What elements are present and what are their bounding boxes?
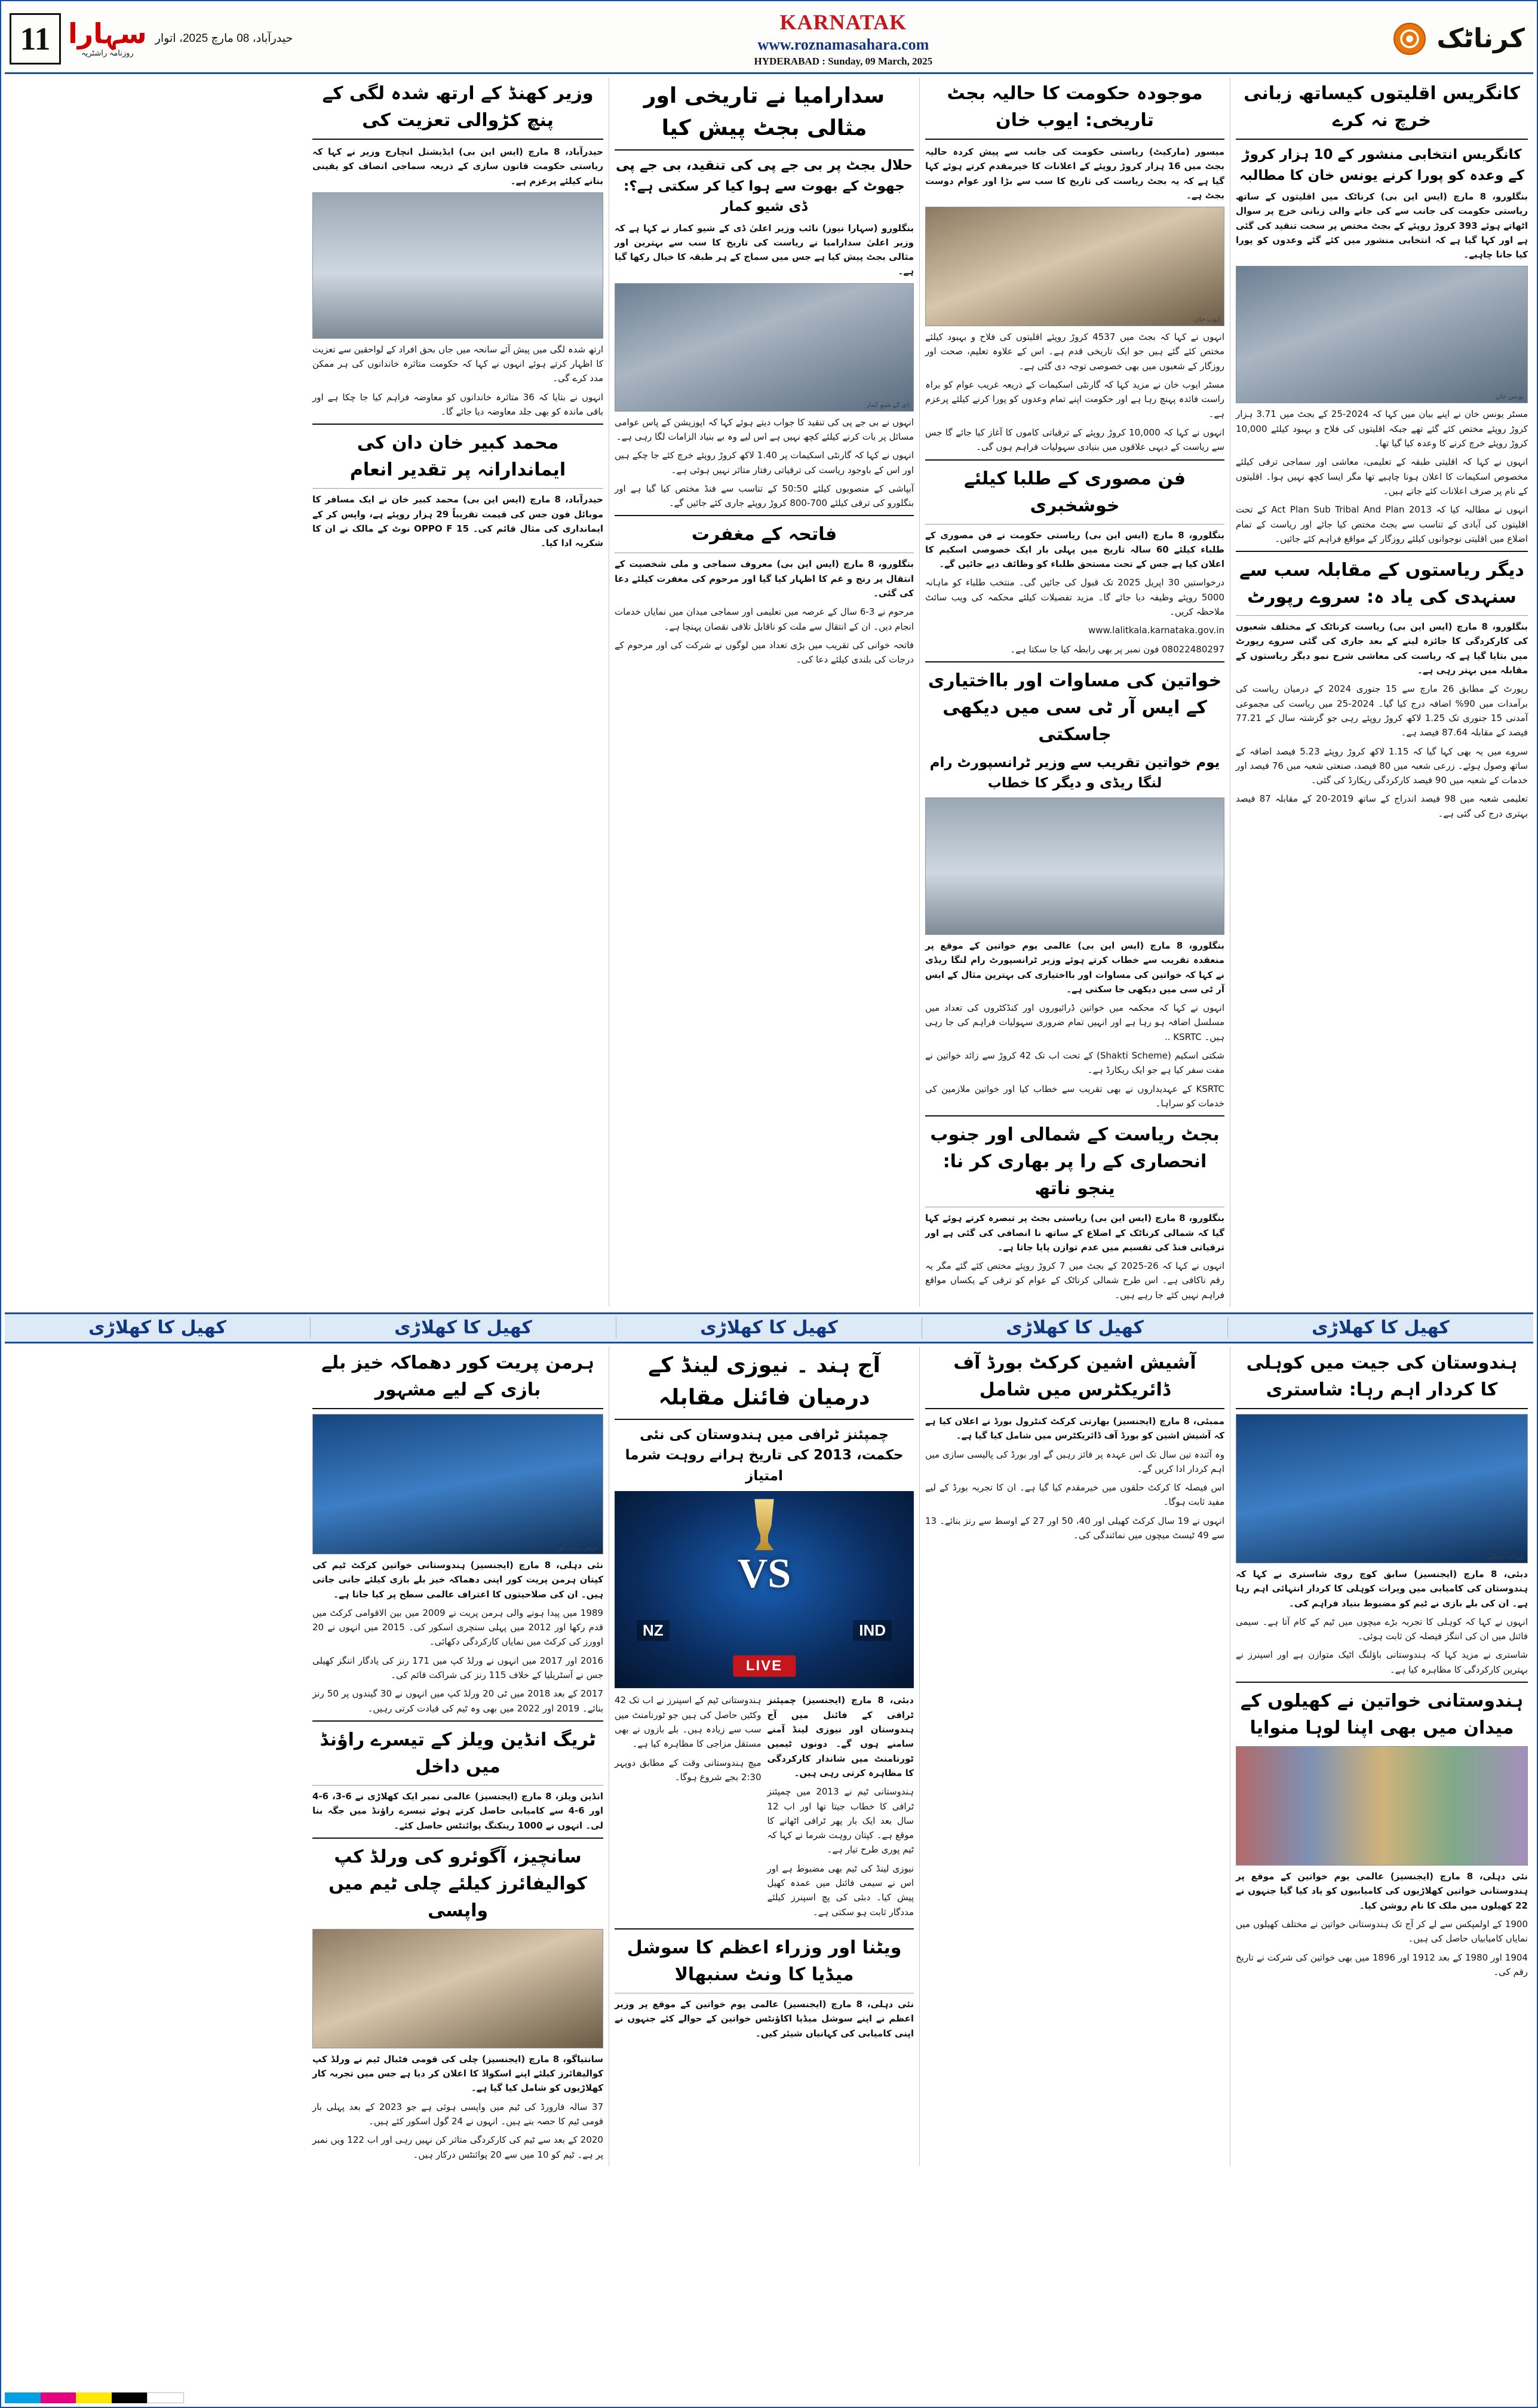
column-2 <box>919 78 1230 1306</box>
article-4-phone: 08022480297 فون نمبر پر بھی رابطہ کیا جا سکتا ہے۔ <box>1010 643 1224 655</box>
article-2-para-4: تعلیمی شعبہ میں 98 فیصد اندراج کے ساتھ 2019-20 کے مقابلہ 87 فیصد بہتری درج کی گئی ہے۔ <box>1236 793 1528 819</box>
sports-article-6-headline: ٹریگ انڈین ویلز کے تیسرے راؤنڈ میں داخل <box>320 1729 596 1777</box>
paper-logo-urdu: سہارا <box>68 17 147 50</box>
divider <box>312 1785 603 1786</box>
article-7-headline: سدارامیا نے تاریخی اور مثالی بجٹ پیش کیا <box>643 84 885 140</box>
sports-article-7-para-1: سانتیاگو، 8 مارچ (ایجنسیز) چلی کی قومی فٹبال ٹیم نے ورلڈ کپ کوالیفائرز کیلئے اپنے اسکواڈ کا اعلان کر دیا ہے جس میں تجربہ کار کھلاڑیوں کو شامل کیا گیا ہے۔ <box>312 2053 603 2094</box>
sports-article-7-para-3: 2020 کے بعد سے ٹیم کی کارکردگی متاثر کن نہیں رہی اور اب 122 ویں نمبر پر ہے۔ ٹیم کو 10 میں سے 20 پوائنٹس درکار ہیں۔ <box>312 2134 603 2160</box>
sports-article-3-para-3: اس فیصلہ کا کرکٹ حلقوں میں خیرمقدم کیا گیا ہے۔ ان کا تجربہ بورڈ کے لیے مفید ثابت ہوگا۔ <box>925 1482 1224 1508</box>
divider <box>312 488 603 489</box>
divider <box>1236 139 1528 140</box>
article-1-photo <box>1236 266 1528 403</box>
article-1-para-3: انہوں نے کہا کہ اقلیتی طبقہ کے تعلیمی، معاشی اور سماجی ترقی کیلئے مخصوص اسکیمات کا اعلان ہونا چاہیے تھا مگر ایسا کچھ نہیں ہوا۔ اقلیتوں کے نام پر صرف اعلانات کئے جاتے ہیں۔ <box>1236 456 1528 496</box>
paper-logo <box>68 17 147 58</box>
sports-article-4-headline: ویٹنا اور وزراء اعظم کا سوشل میڈیا کا ونٹ سنبھالا <box>627 1937 902 1985</box>
article-7-subhead: حلال بجٹ پر بی جے پی کی تنقید، بی جے پی جھوٹ کے بھوت سے ہوا کیا کر سکتی ہے؟: ڈی شیو کمار <box>616 158 913 214</box>
sports-article-3-para-2: وہ آئندہ تین سال تک اس عہدہ پر فائز رہیں گے اور بورڈ کی پالیسی سازی میں اہم کردار ادا کریں گے۔ <box>925 1449 1224 1474</box>
sports-article-1-para-2: انہوں نے کہا کہ کوہلی کا تجربہ بڑے میچوں میں ٹیم کے کام آتا ہے۔ سیمی فائنل میں ان کی اننگز فیصلہ کن ثابت ہوئی۔ <box>1236 1616 1528 1642</box>
article-2-para-1: بنگلورو، 8 مارچ (ایس این بی) ریاست کرناٹک کے مختلف شعبوں کی کارکردگی کا جائزہ لینے کے بعد جاری کی گئی سروے رپورٹ میں بتایا گیا ہے کہ ریاست کی معاشی شرح نمو دیگر ریاستوں کے مقابلہ میں بہتر رہی ہے۔ <box>1236 621 1528 676</box>
article-7-photo <box>615 283 914 412</box>
article-2-para-3: سروے میں یہ بھی کہا گیا کہ 1.15 لاکھ کروڑ روپئے 5.23 فیصد اضافہ کے ساتھ وصول ہوئے۔ زرعی شعبہ میں 80 فیصد، صنعتی شعبہ میں 76 فیصد اور خدمات کے شعبہ میں 90 فیصد کارکردگی ریکارڈ کی گئی۔ <box>1236 746 1528 786</box>
sports-article-6-para-1: انڈین ویلز، 8 مارچ (ایجنسیز) عالمی نمبر ایک کھلاڑی نے 6-3، 6-4 اور 6-4 سے کامیابی حاصل کرتے ہوئے تیسرے راؤنڈ میں جگہ بنا لی۔ انہوں نے 1000 رینکنگ پوائنٹس حاصل کئے۔ <box>312 1790 604 1831</box>
sports-article-4-para-1: نئی دہلی، 8 مارچ (ایجنسیز) عالمی یوم خواتین کے موقع پر وزیر اعظم نے اپنے سوشل میڈیا اکاؤنٹس خواتین کے حوالے کئے جنہوں نے اپنی کامیابی کی کہانیاں شیئر کیں۔ <box>615 1998 914 2039</box>
sports-article-3-headline: آشیش اشین کرکٹ بورڈ آف ڈائریکٹرس میں شامل <box>953 1352 1196 1400</box>
edition-dateline-urdu: حیدرآباد، 08 مارچ 2025، اتوار <box>155 32 293 45</box>
sports-article-2-para-1: نئی دہلی، 8 مارچ (ایجنسیز) عالمی یوم خواتین کے موقع پر ہندوستانی خواتین کھلاڑیوں کی کامیابیوں کو یاد کیا گیا جنہوں نے 22 کھیلوں میں ملک کا نام روشن کیا۔ <box>1236 1871 1528 1911</box>
article-7-para-4: آبپاشی کے منصوبوں کیلئے 50:50 کے تناسب سے فنڈ مختص کیا گیا ہے اور بنگلورو کی ترقی کیلئے 700-800 کروڑ روپئے جاری کئے جائیں گے۔ <box>615 483 914 509</box>
article-9-para-2: ارتھ شدہ لگی میں پیش آئے سانحہ میں جاں بحق افراد کے لواحقین سے تعزیت کا اظہار کرتے ہوئے انہوں نے کہا کہ حکومت متاثرہ خاندانوں کی ہر ممکن مدد کرے گی۔ <box>312 343 603 384</box>
match-para-2: ہندوستانی ٹیم نے 2013 میں چمپئنز ٹرافی کا خطاب جیتا تھا اور اب 12 سال بعد ایک بار پھر ٹرافی اٹھانے کا موقع ہے۔ کپتان روہت شرما نے کہا کہ ٹیم پوری طرح تیار ہے۔ <box>767 1786 914 1855</box>
sports-article-2-para-2: 1900 کے اولمپکس سے لے کر آج تک ہندوستانی خواتین نے مختلف کھیلوں میں نمایاں کامیابیاں حاصل کی ہیں۔ <box>1236 1918 1528 1944</box>
colorbar-yellow <box>76 2392 112 2403</box>
match-para-1: دبئی، 8 مارچ (ایجنسیز) چمپئنز ٹرافی کے فائنل میں آج ہندوستان اور نیوزی لینڈ آمنے سامنے ہوں گے۔ دونوں ٹیمیں ٹورنامنٹ میں شاندار کارکردگی کا مظاہرہ کرتی رہی ہیں۔ <box>767 1695 914 1778</box>
colorbar-cyan <box>5 2392 41 2403</box>
sports-article-7-photo <box>312 1929 603 2048</box>
divider <box>312 1408 603 1409</box>
divider <box>1236 1682 1528 1683</box>
page-number: 11 <box>10 13 61 65</box>
divider <box>312 1720 603 1722</box>
sports-column-right <box>307 1347 609 2166</box>
article-2-para-2: رپورٹ کے مطابق 26 مارچ سے 15 جنوری 2024 کے درمیان ریاست کی برآمدات میں 90% اضافہ درج کیا گیا۔ 2024-25 میں ریاست کی مجموعی آمدنی 15 جنوری تک 1.25 لاکھ کروڑ روپئے رہی جو گزشتہ سال کے 77.21 فیصد کے مقابلہ 87.64 فیصد ہے۔ <box>1236 683 1528 738</box>
divider <box>615 1928 914 1930</box>
article-4-para-1: بنگلورو، 8 مارچ (ایس این بی) ریاستی حکومت نے فن مصوری کے طلباء کیلئے 60 سالہ تاریخ میں پہلی بار ایک خصوصی اسکیم کا اعلان کیا ہے جس کے تحت مستحق طلباء کو وظائف دیے جائیں گے۔ <box>925 529 1224 570</box>
divider <box>615 149 914 151</box>
article-3-photo <box>925 207 1224 326</box>
sports-article-7-headline: سانچیز، آگوئرو کی ورلڈ کپ کوالیفائرز کیلئے چلی ٹیم میں واپسی <box>329 1846 587 1921</box>
vs-label: VS <box>737 1551 791 1597</box>
sports-article-1-para-1: دبئی، 8 مارچ (ایجنسیز) سابق کوچ روی شاستری نے کہا کہ ہندوستان کی کامیابی میں ویرات کوہلی کا کردار انتہائی اہم رہا ہے۔ ان کی بلے بازی نے ٹیم کو مضبوط بنیاد فراہم کی۔ <box>1236 1568 1528 1609</box>
colorbar-white <box>147 2392 184 2403</box>
team-label-nz: NZ <box>637 1620 670 1641</box>
article-8-headline: فاتحہ کے مغفرت <box>691 524 837 545</box>
sports-article-5-para-2: 1989 میں پیدا ہونے والی ہرمن پریت نے 2009 میں بین الاقوامی کرکٹ میں قدم رکھا اور 2012 میں پہلی سنچری اسکور کی۔ 2015 میں انہوں نے 20 اوورز کی کرکٹ میں نمایاں کارکردگی دکھائی۔ <box>312 1607 603 1648</box>
trophy-icon <box>748 1499 781 1550</box>
masthead-center <box>293 10 1393 68</box>
masthead-right <box>1393 23 1533 55</box>
sports-column-main <box>609 1347 919 2166</box>
match-body-col-b <box>615 1693 762 1923</box>
divider <box>1236 615 1528 616</box>
sports-article-1-photo <box>1236 1414 1528 1563</box>
dateline-en: HYDERABAD : Sunday, 09 March, 2025 <box>754 56 933 67</box>
live-badge: LIVE <box>733 1655 796 1677</box>
column-1 <box>1230 78 1533 1306</box>
main-content <box>5 74 1533 1306</box>
sports-article-5-para-1: نئی دہلی، 8 مارچ (ایجنسیز) ہندوستانی خواتین کرکٹ ٹیم کی کپتان ہرمن پریت کور اپنی دھماکہ خیز بلے بازی کیلئے جانی جاتی ہیں۔ ان کی صلاحیتوں کا اعتراف عالمی سطح پر کیا جاتا ہے۔ <box>312 1559 603 1600</box>
sports-banner-label-2: کھیل کا کھلاڑی <box>922 1317 1227 1338</box>
sports-article-5-photo <box>312 1414 603 1554</box>
match-body-columns <box>615 1693 914 1923</box>
divider <box>925 1115 1224 1116</box>
article-5-subhead: یوم خواتین تقریب سے وزیر ٹرانسپورٹ رام لنگا ریڈی و دیگر کا خطاب <box>929 754 1220 792</box>
sports-section-banner <box>5 1312 1533 1343</box>
sports-banner-label-4: کھیل کا کھلاڑی <box>310 1317 616 1338</box>
sports-article-3-para-4: انہوں نے 19 سال کرکٹ کھیلی اور 40، 50 اور 27 کے اوسط سے رنز بنائے۔ 13 سے 49 ٹیسٹ میچوں میں نمائندگی کی۔ <box>925 1515 1224 1541</box>
divider <box>615 1419 914 1420</box>
article-3-para-2: انہوں نے کہا کہ بجٹ میں 4537 کروڑ روپئے اقلیتوں کی فلاح و بہبود کیلئے مختص کئے گئے ہیں جو ایک تاریخی قدم ہے۔ اس کے علاوہ تعلیم، صحت اور روزگار کے شعبوں میں بھی خصوصی توجہ دی گئی ہے۔ <box>925 332 1224 372</box>
paper-name-urdu: کرناٹک <box>1436 23 1525 54</box>
sports-article-1-para-3: شاستری نے مزید کہا کہ ہندوستانی باؤلنگ اٹیک متوازن ہے اور اسپنرز نے بہترین کارکردگی کا مظاہرہ کیا ہے۔ <box>1236 1649 1528 1675</box>
article-5-para-2: انہوں نے کہا کہ محکمہ میں خواتین ڈرائیوروں اور کنڈکٹروں کی تعداد میں مسلسل اضافہ ہو رہا ہے اور انہیں تمام ضروری سہولیات فراہم کی جا رہی ہیں۔ KSRTC .. <box>925 1002 1224 1042</box>
sports-article-5-headline: ہرمن پریت کور دھماکہ خیز بلے بازی کے لیے مشہور <box>321 1352 594 1400</box>
divider <box>925 1408 1224 1409</box>
paper-logo-subtitle: روزنامہ راشٹریہ <box>81 48 134 57</box>
article-9-para-3: انہوں نے بتایا کہ 36 متاثرہ خاندانوں کو معاوضہ فراہم کیا جا چکا ہے اور باقی ماندہ کو بھی جلد معاوضہ دیا جائے گا۔ <box>312 391 603 418</box>
article-4-website[interactable]: www.lalitkala.karnataka.gov.in <box>1088 625 1224 636</box>
article-9-headline: وزیر کھنڈ کے ارتھ شدہ لگی کے پنچ کڑوالی تعزیت کی <box>322 83 594 131</box>
article-5-headline: خواتین کی مساوات اور بااختیاری کے ایس آر ٹی سی میں دیکھی جاسکتی <box>928 670 1222 745</box>
divider <box>925 139 1224 140</box>
article-9-para-1: حیدرآباد، 8 مارچ (ایس این بی) ایڈیشنل انچارج وزیر نے کہا کہ ریاستی حکومت قانون سازی کے ذریعہ سماجی انصاف کو یقینی بنانے کیلئے پرعزم ہے۔ <box>312 146 603 186</box>
article-1-subhead: کانگریس انتخابی منشور کے 10 ہزار کروڑ کے وعدہ کو پورا کرنے یونس خان کا مطالبہ <box>1239 147 1525 183</box>
article-7-para-2: انہوں نے بی جے پی کی تنقید کا جواب دیتے ہوئے کہا کہ اپوزیشن کے پاس عوامی مسائل پر بات کرنے کیلئے کچھ نہیں ہے اس لیے وہ بے بنیاد الزامات لگا رہی ہے۔ <box>615 416 914 442</box>
article-2-headline: دیگر ریاستوں کے مقابلہ سب سے سنہدی کی یاد ہ: سروے رپورٹ <box>1239 560 1524 608</box>
article-4-para-2: درخواستیں 30 اپریل 2025 تک قبول کی جائیں گی۔ منتخب طلباء کو ماہانہ 5000 روپئے وظیفہ دیا جائے گا۔ مزید تفصیلات کیلئے محکمہ کی ویب سائٹ ملاحظہ کریں۔ <box>925 577 1224 618</box>
match-subhead: چمپئنز ٹرافی میں ہندوستان کی نئی حکمت، 2013 کی تاریخ ہرانے روہت شرما امتیاز <box>625 1427 904 1484</box>
article-1-para-2: مسٹر یونس خان نے اپنے بیان میں کہا کہ 2024-25 کے بجٹ میں 3.71 ہزار کروڑ روپئے مختص کئے گئے تھے جبکہ اقلیتوں کی فلاح و بہبود کیلئے 10,000 کروڑ روپئے خرچ کرنے کا وعدہ کیا گیا تھا۔ <box>1236 409 1528 449</box>
match-headline: آج ہند ۔ نیوزی لینڈ کے درمیان فائنل مقابلہ <box>648 1352 880 1410</box>
article-5-para-4: KSRTC کے عہدیداروں نے بھی تقریب سے خطاب کیا اور خواتین ملازمین کی خدمات کو سراہا۔ <box>925 1083 1224 1109</box>
article-3-para-1: میسور (مارکیٹ) ریاستی حکومت کی جانب سے پیش کردہ حالیہ بجٹ میں 16 ہزار کروڑ روپئے کے اعلانات کا خیرمقدم کرتے ہوئے کہا گیا ہے کہ یہ بجٹ ریاست کی تاریخ کا سب سے بڑا اور عوام دوست بجٹ ہے۔ <box>925 146 1225 201</box>
team-label-ind: IND <box>853 1620 892 1641</box>
sports-article-5-photo-caption: ہرمن پریت کور <box>555 1544 599 1551</box>
sports-article-5-para-4: 2017 کے بعد 2018 میں ٹی 20 ورلڈ کپ میں انہوں نے 30 گیندوں پر 50 رنز بنائے۔ 2019 اور 2022 میں بھی وہ ٹیم کی قیادت کرتی رہیں۔ <box>312 1688 603 1714</box>
article-10-headline: محمد کبیر خان دان کی ایماندارانہ پر تقدیر انعام <box>349 432 566 481</box>
match-graphic <box>615 1491 914 1688</box>
sports-banner-label-1: کھیل کا کھلاڑی <box>1227 1317 1533 1338</box>
masthead <box>5 5 1533 74</box>
article-10-para-1: حیدرآباد، 8 مارچ (ایس این بی) محمد کبیر خان نے ایک مسافر کا موبائل فون جس کی قیمت تقریباً 29 ہزار روپئے ہے، واپس کر کے ایمانداری کی مثال قائم کی۔ OPPO F 15 نوٹ کے مالک نے ان کا شکریہ ادا کیا۔ <box>312 494 604 549</box>
article-5-para-1: بنگلورو، 8 مارچ (ایس این بی) عالمی یوم خواتین کے موقع پر منعقدہ تقریب سے خطاب کرتے ہوئے وزیر ٹرانسپورٹ رام لنگا ریڈی نے کہا کہ خواتین کی مساوات اور بااختیاری کی بہترین مثال کے ایس آر ٹی سی میں دیکھی جا سکتی ہے۔ <box>925 940 1225 995</box>
column-4 <box>307 78 609 1306</box>
article-6-para-1: بنگلورو، 8 مارچ (ایس این بی) ریاستی بجٹ پر تبصرہ کرتے ہوئے کہا گیا کہ شمالی کرناٹک کے اضلاع کے ساتھ نا انصافی کی گئی ہے اور ترقیاتی فنڈ کی تقسیم میں عدم توازن پایا جاتا ہے۔ <box>925 1213 1224 1253</box>
colorbar-black <box>112 2392 148 2403</box>
article-5-para-3: شکتی اسکیم (Shakti Scheme) کے تحت اب تک 42 کروڑ سے زائد خواتین نے مفت سفر کیا ہے جو ایک ریکارڈ ہے۔ <box>925 1050 1224 1076</box>
divider <box>925 661 1224 662</box>
article-4-headline: فن مصوری کے طلبا کیلئے خوشخبری <box>964 468 1186 516</box>
colorbar-magenta <box>41 2392 76 2403</box>
sports-article-2-para-3: 1904 اور 1980 کے بعد 1912 اور 1896 میں بھی خواتین کی شرکت نے تاریخ رقم کی۔ <box>1236 1952 1528 1977</box>
article-3-para-4: انہوں نے کہا کہ 10,000 کروڑ روپئے کے ترقیاتی کاموں کا آغاز کیا جائے گا جس سے ریاست کے دیہی علاقوں میں بنیادی سہولیات فراہم ہوں گی۔ <box>925 427 1224 453</box>
article-8-para-3: فاتحہ خوانی کی تقریب میں بڑی تعداد میں لوگوں نے شرکت کی اور مرحوم کے درجات کی بلندی کیلئے دعا کی۔ <box>615 639 914 665</box>
sports-article-5-para-3: 2016 اور 2017 میں انہوں نے ورلڈ کپ میں 171 رنز کی یادگار اننگز کھیلی جس نے آسٹریلیا کے خلاف 115 رنز کی شراکت قائم کی۔ <box>312 1655 603 1681</box>
article-7-para-3: انہوں نے کہا کہ گارنٹی اسکیمات پر 1.40 لاکھ کروڑ روپئے خرچ کئے جا چکے ہیں اور اس کے باوجود ریاست کی ترقیاتی رفتار متاثر نہیں ہوئی ہے۔ <box>615 450 914 476</box>
divider <box>312 139 603 140</box>
article-7-para-1: بنگلورو (سہارا نیوز) نائب وزیر اعلیٰ ڈی کے شیو کمار نے کہا ہے کہ وزیر اعلیٰ سدارامیا نے ریاست کی تاریخ کا سب سے بہترین اور مثالی بجٹ پیش کیا ہے جس میں سماج کے ہر طبقہ کا خیال رکھا گیا ہے۔ <box>615 222 914 277</box>
divider <box>312 1838 603 1839</box>
divider <box>615 515 914 516</box>
rosette-icon <box>1393 23 1426 55</box>
article-7-photo-caption: ڈی کے شیو کمار <box>866 401 910 409</box>
sports-article-1-headline: ہندوستان کی جیت میں کوہلی کا کردار اہم رہا: شاستری <box>1246 1352 1518 1400</box>
article-3-photo-caption: ایوب خان <box>1194 316 1220 324</box>
article-3-para-3: مسٹر ایوب خان نے مزید کہا کہ گارنٹی اسکیمات کے ذریعہ غریب عوام کو براہ راست فائدہ پہنچ رہا ہے اور حکومت اپنے تمام وعدوں کو پورا کرنے کیلئے پرعزم ہے۔ <box>925 379 1224 419</box>
article-9-photo <box>312 192 603 339</box>
divider <box>312 424 603 425</box>
sports-banner-label-3: کھیل کا کھلاڑی <box>616 1317 922 1338</box>
sports-article-1-photo-caption: ویرات کوہلی <box>1487 1553 1524 1560</box>
sports-content <box>5 1343 1533 2166</box>
article-6-headline: بجٹ ریاست کے شمالی اور جنوب انحصاری کے را پر بھاری کر نا: ینجو ناتھ <box>930 1124 1220 1200</box>
paper-name-en: KARNATAK <box>779 10 907 34</box>
website-url[interactable]: www.roznamasahara.com <box>757 36 929 53</box>
divider <box>1236 551 1528 552</box>
sports-column-1 <box>1230 1347 1533 2166</box>
match-body-col-a <box>768 1693 914 1923</box>
sports-article-3-para-1: ممبئی، 8 مارچ (ایجنسیز) بھارتی کرکٹ کنٹرول بورڈ نے اعلان کیا ہے کہ آشیش اشین کو بورڈ آف ڈائریکٹرس میں شامل کیا گیا ہے۔ <box>925 1415 1224 1441</box>
match-para-4: ہندوستانی ٹیم کے اسپنرز نے اب تک 42 وکٹیں حاصل کی ہیں جو ٹورنامنٹ میں سب سے زیادہ ہیں۔ بلے بازوں نے بھی مستقل مزاجی کا مظاہرہ کیا ہے۔ <box>615 1695 762 1750</box>
article-1-para-4: انہوں نے مطالبہ کیا کہ Act Plan Sub Tribal And Plan 2013 کے تحت اقلیتوں کی آبادی کے تناسب سے بجٹ مختص کیا جائے اور ریاست کے تمام اضلاع میں اقلیتی نوجوانوں کیلئے روزگار کے مواقع فراہم کئے جائیں۔ <box>1236 504 1528 544</box>
divider <box>1236 1408 1528 1409</box>
sports-column-2 <box>919 1347 1230 2166</box>
article-1-headline: کانگریس اقلیتوں کیساتھ زبانی خرچ نہ کرے <box>1244 83 1520 131</box>
print-registration-colorbar <box>5 2392 184 2403</box>
match-para-3: نیوزی لینڈ کی ٹیم بھی مضبوط ہے اور اس نے سیمی فائنل میں عمدہ کھیل پیش کیا۔ دبئی کی پچ اسپنرز کیلئے مددگار ثابت ہو سکتی ہے۔ <box>767 1863 914 1918</box>
article-8-para-1: بنگلورو، 8 مارچ (ایس این بی) معروف سماجی و ملی شخصیت کے انتقال پر رنج و غم کا اظہار کیا گیا اور مرحوم کی مغفرت کیلئے دعا کی گئی۔ <box>615 559 914 599</box>
match-para-5: میچ ہندوستانی وقت کے مطابق دوپہر 2:30 بجے شروع ہوگا۔ <box>615 1757 762 1783</box>
article-3-headline: موجودہ حکومت کا حالیہ بجٹ تاریخی: ایوب خان <box>947 83 1203 131</box>
article-1-photo-caption: یونس خان <box>1495 393 1524 401</box>
article-1-para-1: بنگلورو، 8 مارچ (ایس این بی) کرناٹک میں اقلیتوں کے ساتھ ریاستی حکومت کی جانب سے کی جانے والی زبانی خرچ پر سوال اٹھاتے ہوئے 393 کروڑ روپئے کے بجٹ مختص پر سخت تنقید کی گئی ہے اور کہا گیا ہے کہ انتخابی منشور میں کئے گئے وعدوں کو پورا کیا جانا چاہیے۔ <box>1236 191 1528 260</box>
column-3 <box>609 78 919 1306</box>
article-8-para-2: مرحوم نے 3-6 سال کے عرصہ میں تعلیمی اور سماجی میدان میں نمایاں خدمات انجام دیں۔ ان کے انتقال سے ملت کو ناقابل تلافی نقصان پہنچا ہے۔ <box>615 606 914 632</box>
divider <box>925 459 1224 461</box>
sports-banner-label-5: کھیل کا کھلاڑی <box>88 1317 226 1339</box>
sports-article-7-para-2: 37 سالہ فارورڈ کی ٹیم میں واپسی ہوئی ہے جو 2023 کے بعد پہلی بار قومی ٹیم کا حصہ بنے ہیں۔ انہوں نے 24 گول اسکور کئے ہیں۔ <box>312 2101 603 2127</box>
sports-article-2-headline: ہندوستانی خواتین نے کھیلوں کے میدان میں بھی اپنا لوہا منوایا <box>1240 1691 1524 1739</box>
sports-article-2-photo <box>1236 1746 1528 1866</box>
article-6-para-2: انہوں نے کہا کہ 26-2025 کے بجٹ میں 7 کروڑ روپئے مختص کئے گئے مگر یہ رقم ناکافی ہے۔ اس طرح شمالی کرناٹک کے عوام کو ترقی کے یکساں مواقع فراہم نہیں کئے جا رہے ہیں۔ <box>925 1260 1224 1300</box>
article-5-photo <box>925 797 1224 935</box>
